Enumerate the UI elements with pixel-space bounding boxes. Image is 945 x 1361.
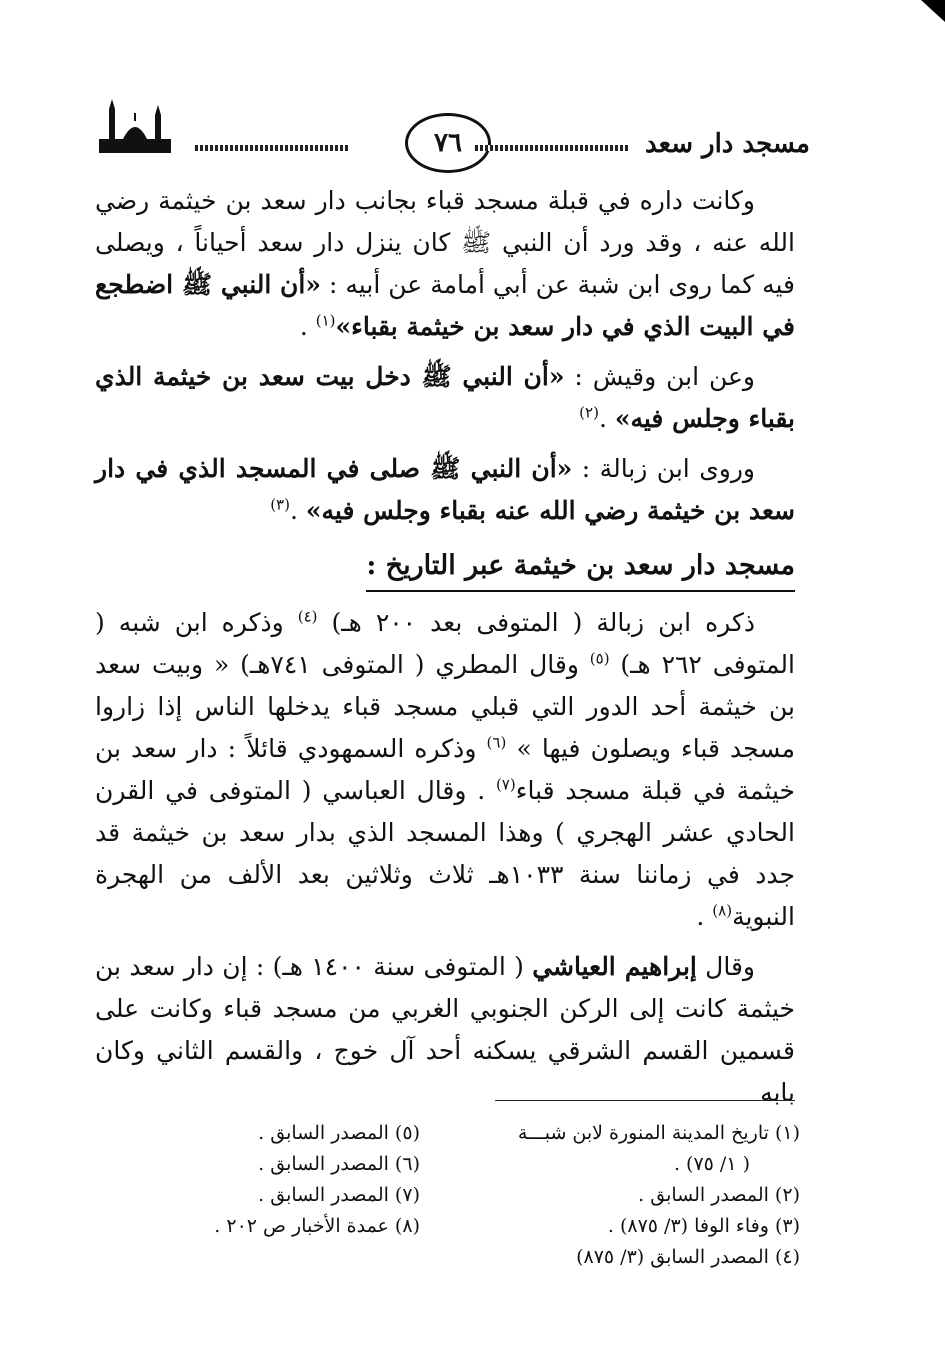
footnote-ref-1: (١) [315,311,336,330]
footnote-5: (٥) المصدر السابق . [258,1122,420,1144]
footnote-ref-8: (٨) [712,901,733,920]
hadith-quote-1: «أن النبي ﷺ اضطجع في البيت الذي في دار سعد بن خيثمة بقباء» [95,270,795,341]
footnote-6: (٦) المصدر السابق . [258,1153,420,1175]
header-rule-left [195,145,350,151]
footnote-8: (٨) عمدة الأخبار ص ٢٠٢ . [214,1215,420,1237]
footnote-ref-2: (٢) [579,403,599,422]
mosque-icon [95,95,175,157]
person-name: إبراهيم العياشي [532,952,697,981]
paragraph-3: وروى ابن زبالة : «أن النبي ﷺ صلى في المسجد الذي في دار سعد بن خيثمة رضي الله عنه بقباء وجلس فيه» .$^{(٣)}$ [95,454,795,525]
hadith-quote-2: «أن النبي ﷺ دخل بيت سعد بن خيثمة الذي بقباء وجلس فيه» [95,362,795,433]
last-paragraph: وقال إبراهيم العياشي ( المتوفى سنة ١٤٠٠ هـ) : إن دار سعد بن خيثمة كانت إلى الركن الجنوبي الغربي من مسجد قباء وكانت على قسمين القسم الشرقي يسكنه أحد آل خوج ، والقسم الثاني وكان بابه [95,952,795,1107]
footnote-2: (٢) المصدر السابق . [638,1184,800,1206]
footnote-1-continued: ( ١/ ٧٥) . [673,1153,750,1175]
footnote-ref-3: (٣) [270,495,290,514]
footnote-ref-7: (٧) [495,775,516,794]
page-header [95,95,810,165]
page-corner-mark [921,0,945,22]
footnote-ref-5: (٥) [589,649,610,668]
footnotes-column-left [90,1118,420,1242]
header-rule-right [475,145,630,151]
running-title: مسجد دار سعد [645,129,810,159]
footnote-7: (٧) المصدر السابق . [258,1184,420,1206]
footnote-ref-4: (٤) [297,607,318,626]
section-heading: مسجد دار سعد بن خيثمة عبر التاريخ : [366,546,795,592]
paragraph-2: وعن ابن وقيش : «أن النبي ﷺ دخل بيت سعد بن خيثمة الذي بقباء وجلس فيه» .$^{(٢)}$ [95,362,795,433]
page-number: ٧٦ [405,113,491,173]
history-paragraph: ذكره ابن زبالة ( المتوفى بعد ٢٠٠ هـ) $^{(٤)}$ وذكره ابن شبه ( المتوفى ٢٦٢ هـ) $^{(٥)}$ وقال المطري ( المتوفى ٧٤١هـ) « وبيت سعد بن خيثمة أحد الدور التي قبلي مسجد قباء يدخلها الناس إذا زاروا مسجد قباء ويصلون فيها » $^{(٦)}$ وذكره السمهودي قائلاً : دار سعد بن خيثمة في قبلة مسجد قباء$^{(٧)}$ . وقال العباسي ( المتوفى في القرن الحادي عشر الهجري ) وهذا المسجد الذي بدار سعد بن خيثمة قد جدد في زماننا سنة ١٠٣٣هـ ثلاث وثلاثين بعد الألف من الهجرة النبوية$^{(٨)}$ . [95,607,796,931]
main-text [95,180,795,1122]
footnote-4: (٤) المصدر السابق (٣/ ٨٧٥) [576,1246,800,1268]
footnote-3: (٣) وفاء الوفا (٣/ ٨٧٥) . [607,1215,800,1237]
footnote-separator [495,1100,795,1101]
hadith-quote-3: «أن النبي ﷺ صلى في المسجد الذي في دار سعد بن خيثمة رضي الله عنه بقباء وجلس فيه» [95,454,795,525]
footnote-1: (١) تاريخ المدينة المنورة لابن شبـــة [517,1122,800,1144]
footnotes-column-right [470,1118,800,1273]
paragraph-1: وكانت داره في قبلة مسجد قباء بجانب دار سعد بن خيثمة رضي الله عنه ، وقد ورد أن النبي ﷺ كان ينزل دار سعد أحياناً ، ويصلى فيه كما روى ابن شبة عن أبي أمامة عن أبيه : «أن النبي ﷺ اضطجع في البيت الذي في دار سعد بن خيثمة بقباء»$^{(١)}$ . [95,186,795,341]
footnote-ref-6: (٦) [486,733,507,752]
